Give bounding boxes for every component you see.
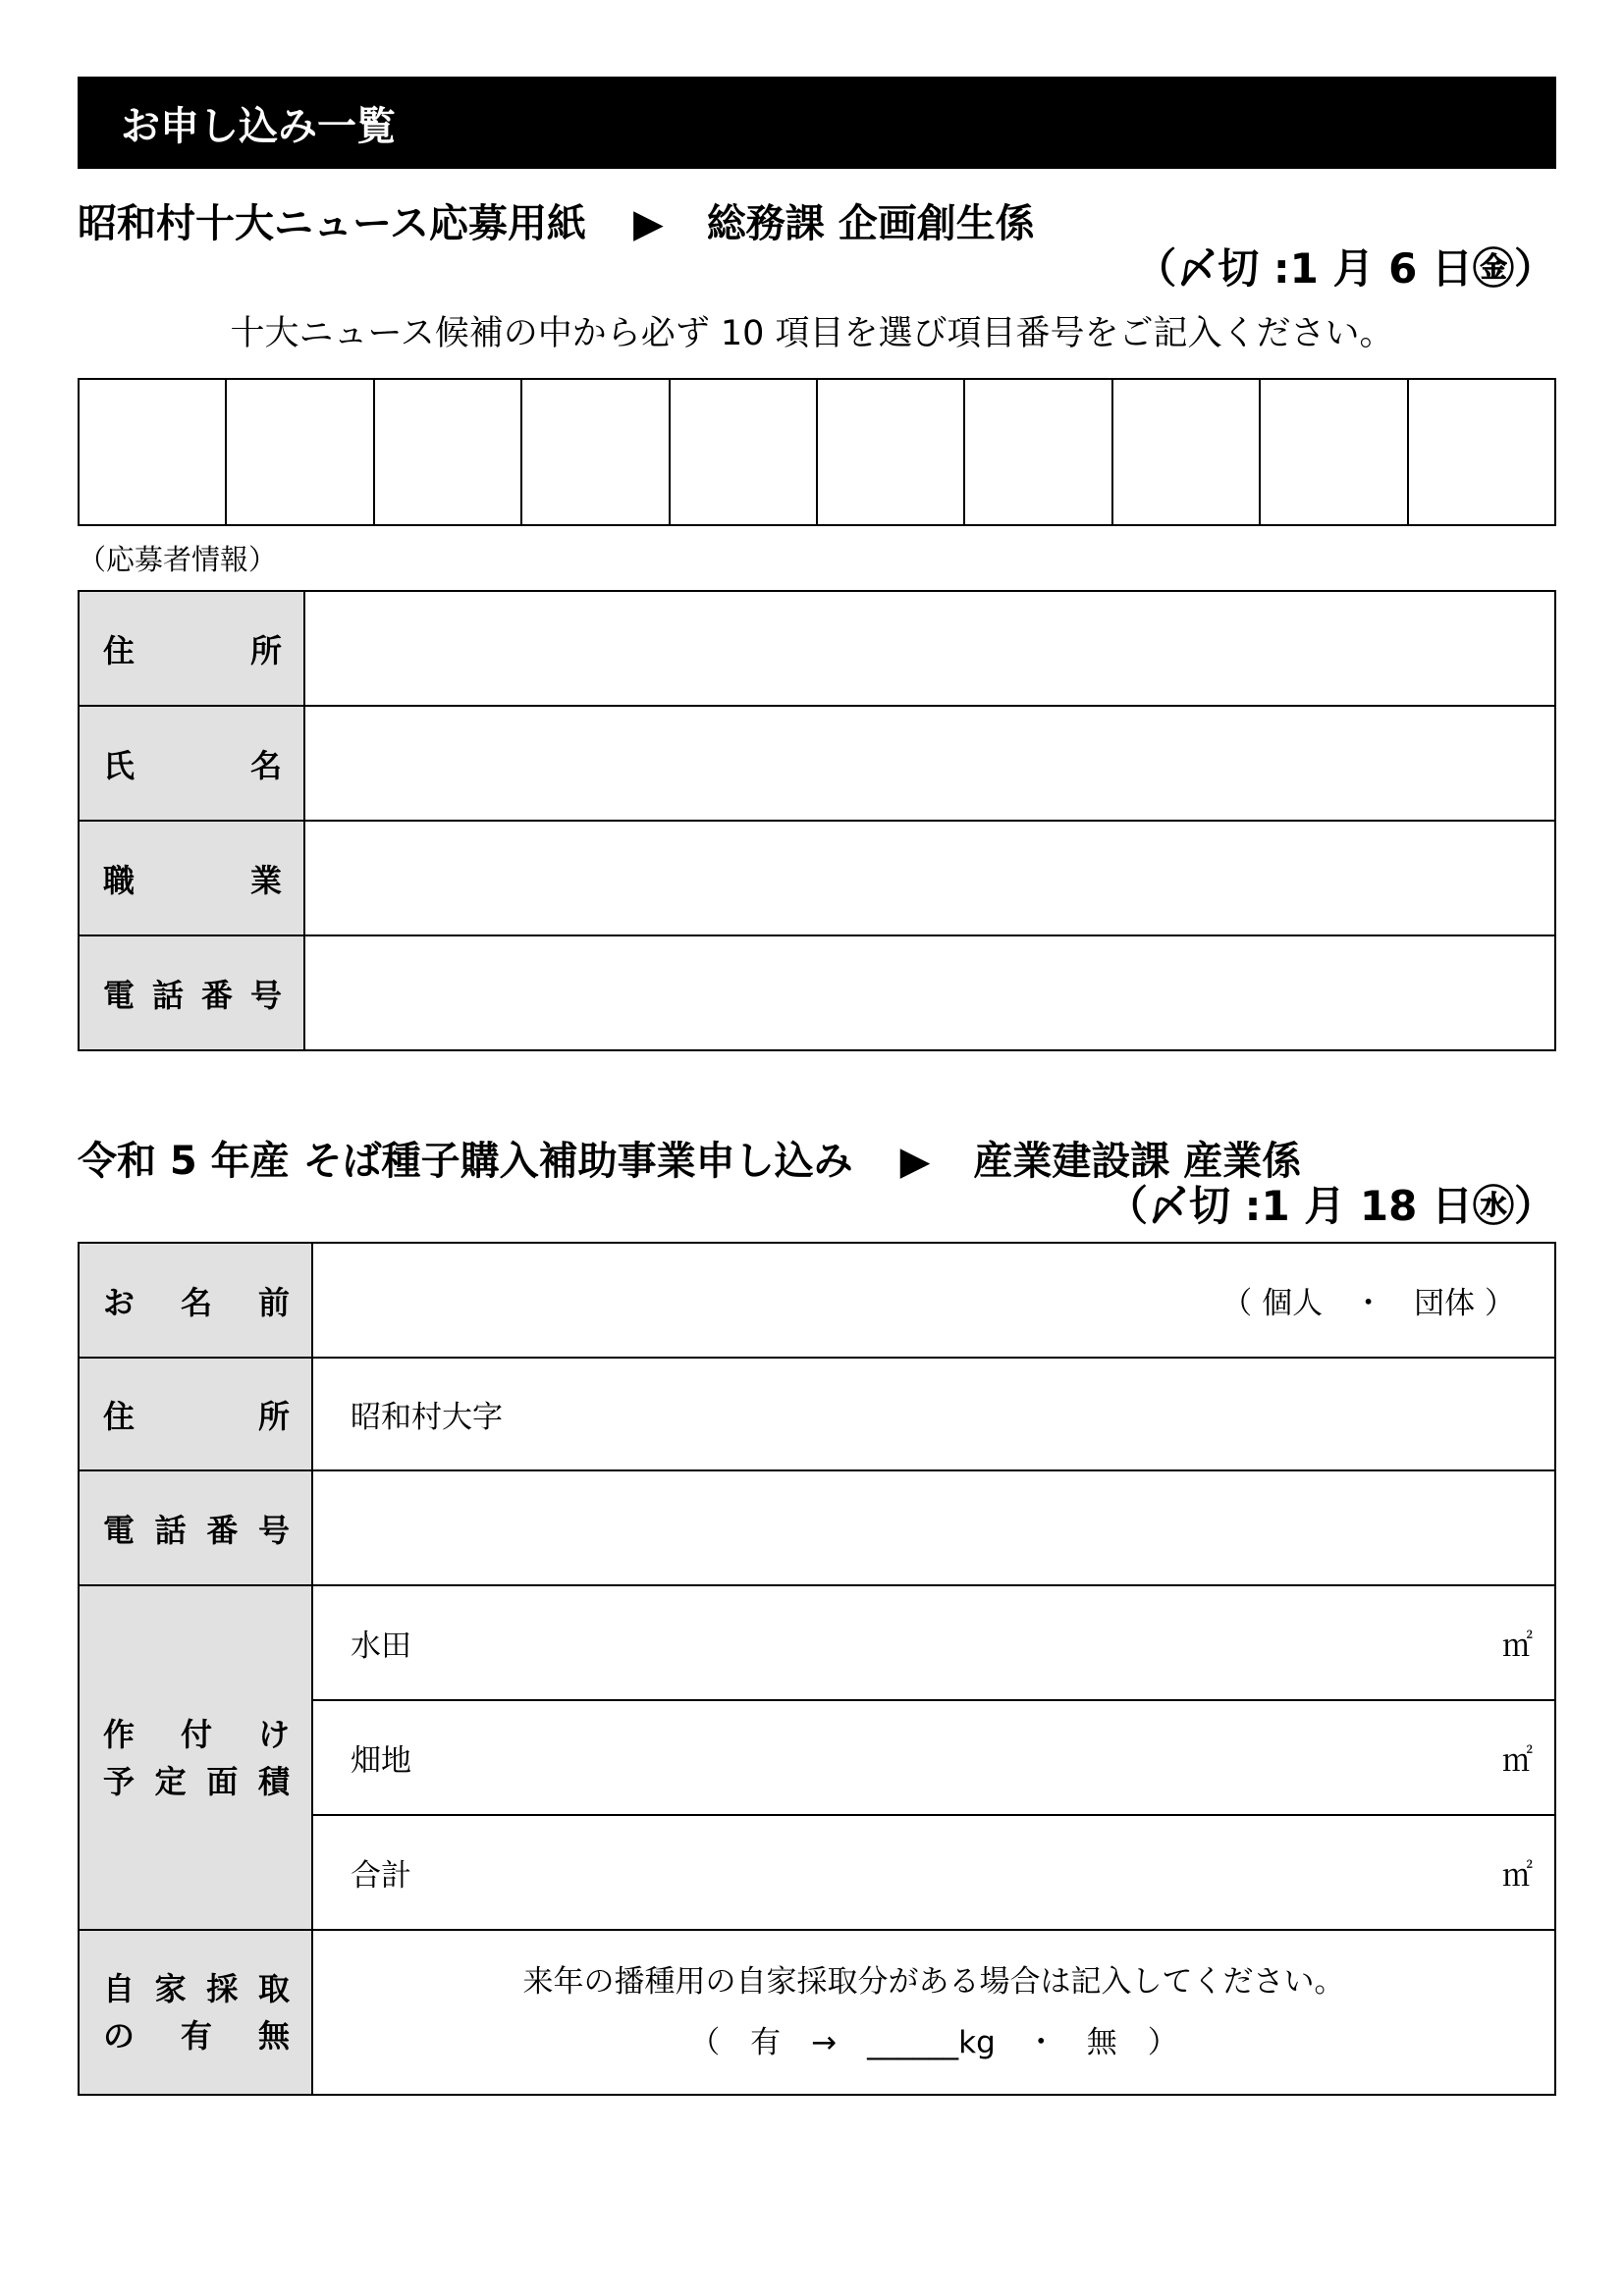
paddy-area-field[interactable]	[312, 1585, 1555, 1700]
table-row	[79, 706, 1555, 821]
news-number-box[interactable]	[1112, 379, 1260, 525]
news-number-box[interactable]	[1408, 379, 1555, 525]
phone-label: 電 話 番 号	[79, 935, 304, 1050]
upland-area-field[interactable]	[312, 1700, 1555, 1815]
soba-form-dept: 産業建設課 産業係	[973, 1139, 1302, 1184]
table-row	[79, 1470, 1555, 1585]
soba-application-table	[78, 1242, 1556, 2096]
soba-form-deadline: （〆切 :1 月 18 日㊌）	[1107, 1182, 1555, 1230]
address-prefix: 昭和村大字	[351, 1400, 503, 1435]
news-number-box[interactable]	[817, 379, 964, 525]
applicant-info-table	[78, 590, 1556, 1051]
news-form-instruction: 十大ニュース候補の中から必ず 10 項目を選び項目番号をご記入ください。	[230, 314, 1394, 353]
soba-address-label: 住 所	[79, 1358, 312, 1470]
soba-phone-label: 電 話 番 号	[79, 1470, 312, 1585]
table-row	[79, 591, 1555, 706]
news-number-box[interactable]	[374, 379, 521, 525]
news-number-box[interactable]	[521, 379, 669, 525]
total-label: 合計	[351, 1858, 411, 1894]
table-row	[79, 821, 1555, 935]
address-label: 住 所	[79, 591, 304, 706]
soba-address-field[interactable]	[312, 1358, 1555, 1470]
occupation-label: 職 業	[79, 821, 304, 935]
table-row	[79, 935, 1555, 1050]
news-number-box[interactable]	[226, 379, 373, 525]
table-row	[79, 1358, 1555, 1470]
self-harvest-label: 自 家 採 取 の 有 無	[79, 1930, 312, 2095]
planting-area-label: 作 付 け 予 定 面 積	[79, 1585, 312, 1930]
soba-form-title: 令和 5 年産 そば種子購入補助事業申し込み	[78, 1139, 853, 1184]
self-harvest-field[interactable]	[312, 1930, 1555, 2095]
table-row	[79, 1243, 1555, 1358]
name-label: 氏 名	[79, 706, 304, 821]
news-form-dept: 総務課 企画創生係	[706, 201, 1035, 246]
news-number-box[interactable]	[1260, 379, 1407, 525]
total-area-field[interactable]	[312, 1815, 1555, 1930]
occupation-field[interactable]	[304, 821, 1555, 935]
table-row	[79, 1930, 1555, 2095]
phone-field[interactable]	[304, 935, 1555, 1050]
news-number-grid	[78, 378, 1556, 526]
news-number-box[interactable]	[670, 379, 817, 525]
individual-group-choice[interactable]: （ 個人 ・ 団体 ）	[1221, 1286, 1515, 1321]
applicant-info-note: （応募者情報）	[78, 543, 278, 576]
address-field[interactable]	[304, 591, 1555, 706]
news-number-box[interactable]	[964, 379, 1111, 525]
news-form-heading	[78, 192, 1035, 248]
banner-title: お申し込み一覧	[121, 103, 396, 149]
upland-label: 畑地	[351, 1743, 411, 1779]
unit-label: ㎡	[1502, 1858, 1533, 1894]
unit-label: ㎡	[1502, 1629, 1533, 1664]
soba-phone-field[interactable]	[312, 1470, 1555, 1585]
table-row	[79, 1585, 1555, 1700]
news-form-title: 昭和村十大ニュース応募用紙	[78, 201, 586, 246]
applicant-name-label: お 名 前	[79, 1243, 312, 1358]
arrow-right-icon: ▶	[633, 201, 664, 246]
name-field[interactable]	[304, 706, 1555, 821]
applicant-name-field[interactable]	[312, 1243, 1555, 1358]
news-number-box[interactable]	[79, 379, 226, 525]
paddy-label: 水田	[351, 1629, 411, 1664]
news-form-deadline: （〆切 :1 月 6 日㊎）	[1135, 244, 1555, 293]
self-harvest-choice[interactable]: （ 有 → ______kg ・ 無 ）	[689, 2025, 1178, 2060]
arrow-right-icon: ▶	[899, 1139, 931, 1184]
section-banner	[78, 77, 1556, 169]
unit-label: ㎡	[1502, 1743, 1533, 1779]
self-harvest-instruction: 来年の播種用の自家採取分がある場合は記入してください。	[522, 1964, 1345, 2000]
